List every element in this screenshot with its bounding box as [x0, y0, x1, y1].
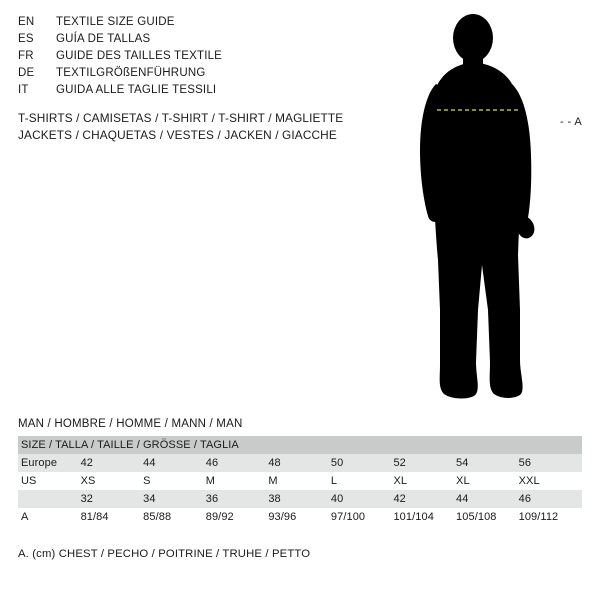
language-row [18, 67, 398, 84]
language-code: EN [18, 16, 35, 28]
language-row [18, 16, 398, 33]
chest-measure-label: - - A [560, 116, 583, 128]
table-cell: 36 [206, 490, 269, 508]
language-row [18, 84, 398, 101]
row-label: US [18, 472, 81, 490]
table-row [18, 508, 582, 526]
table-cell: 109/112 [519, 508, 582, 526]
table-cell: 56 [519, 454, 582, 472]
row-label: A [18, 508, 81, 526]
category-line: T-SHIRTS / CAMISETAS / T-SHIRT / T-SHIRT / MAGLIETTE [18, 111, 344, 125]
size-table-area [18, 418, 582, 526]
language-code: ES [18, 33, 34, 45]
table-cell: XL [456, 472, 519, 490]
table-cell: 34 [143, 490, 206, 508]
table-cell: XS [81, 472, 144, 490]
table-row [18, 490, 582, 508]
table-cell: 105/108 [456, 508, 519, 526]
table-cell: M [206, 472, 269, 490]
table-cell: 46 [206, 454, 269, 472]
table-cell: M [268, 472, 331, 490]
table-header-label: SIZE / TALLA / TAILLE / GRÖSSE / TAGLIA [18, 436, 582, 454]
table-cell: 42 [81, 454, 144, 472]
table-cell: 50 [331, 454, 394, 472]
row-label [18, 490, 81, 508]
table-cell: 32 [81, 490, 144, 508]
table-cell: 42 [393, 490, 456, 508]
table-row [18, 454, 582, 472]
table-cell: 97/100 [331, 508, 394, 526]
body-silhouette-figure [400, 10, 600, 410]
language-row [18, 33, 398, 50]
man-silhouette-icon [400, 10, 600, 410]
row-label: Europe [18, 454, 81, 472]
footnote: A. (cm) CHEST / PECHO / POITRINE / TRUHE / PETTO [18, 548, 311, 560]
language-list [18, 16, 398, 101]
table-cell: 81/84 [81, 508, 144, 526]
table-row [18, 472, 582, 490]
table-cell: 44 [143, 454, 206, 472]
table-cell: XL [393, 472, 456, 490]
table-cell: L [331, 472, 394, 490]
table-cell: 54 [456, 454, 519, 472]
language-text: GUIDE DES TAILLES TEXTILE [56, 50, 223, 62]
language-code: DE [18, 67, 35, 79]
table-cell: 93/96 [268, 508, 331, 526]
language-text: GUÍA DE TALLAS [56, 33, 151, 45]
table-cell: 85/88 [143, 508, 206, 526]
category-list [18, 110, 418, 144]
size-table [18, 436, 582, 526]
table-header-row [18, 436, 582, 454]
language-text: GUIDA ALLE TAGLIE TESSILI [56, 84, 217, 96]
language-code: FR [18, 50, 34, 62]
table-cell: 89/92 [206, 508, 269, 526]
table-cell: 38 [268, 490, 331, 508]
table-cell: 46 [519, 490, 582, 508]
table-cell: 40 [331, 490, 394, 508]
language-text: TEXTILE SIZE GUIDE [56, 16, 175, 28]
table-cell: XXL [519, 472, 582, 490]
table-cell: 48 [268, 454, 331, 472]
language-row [18, 50, 398, 67]
category-line: JACKETS / CHAQUETAS / VESTES / JACKEN / GIACCHE [18, 128, 337, 142]
language-code: IT [18, 84, 29, 96]
table-cell: 52 [393, 454, 456, 472]
language-text: TEXTILGRÖßENFÜHRUNG [56, 67, 206, 79]
table-title: MAN / HOMBRE / HOMME / MANN / MAN [18, 418, 243, 430]
table-cell: 44 [456, 490, 519, 508]
table-cell: 101/104 [393, 508, 456, 526]
table-cell: S [143, 472, 206, 490]
